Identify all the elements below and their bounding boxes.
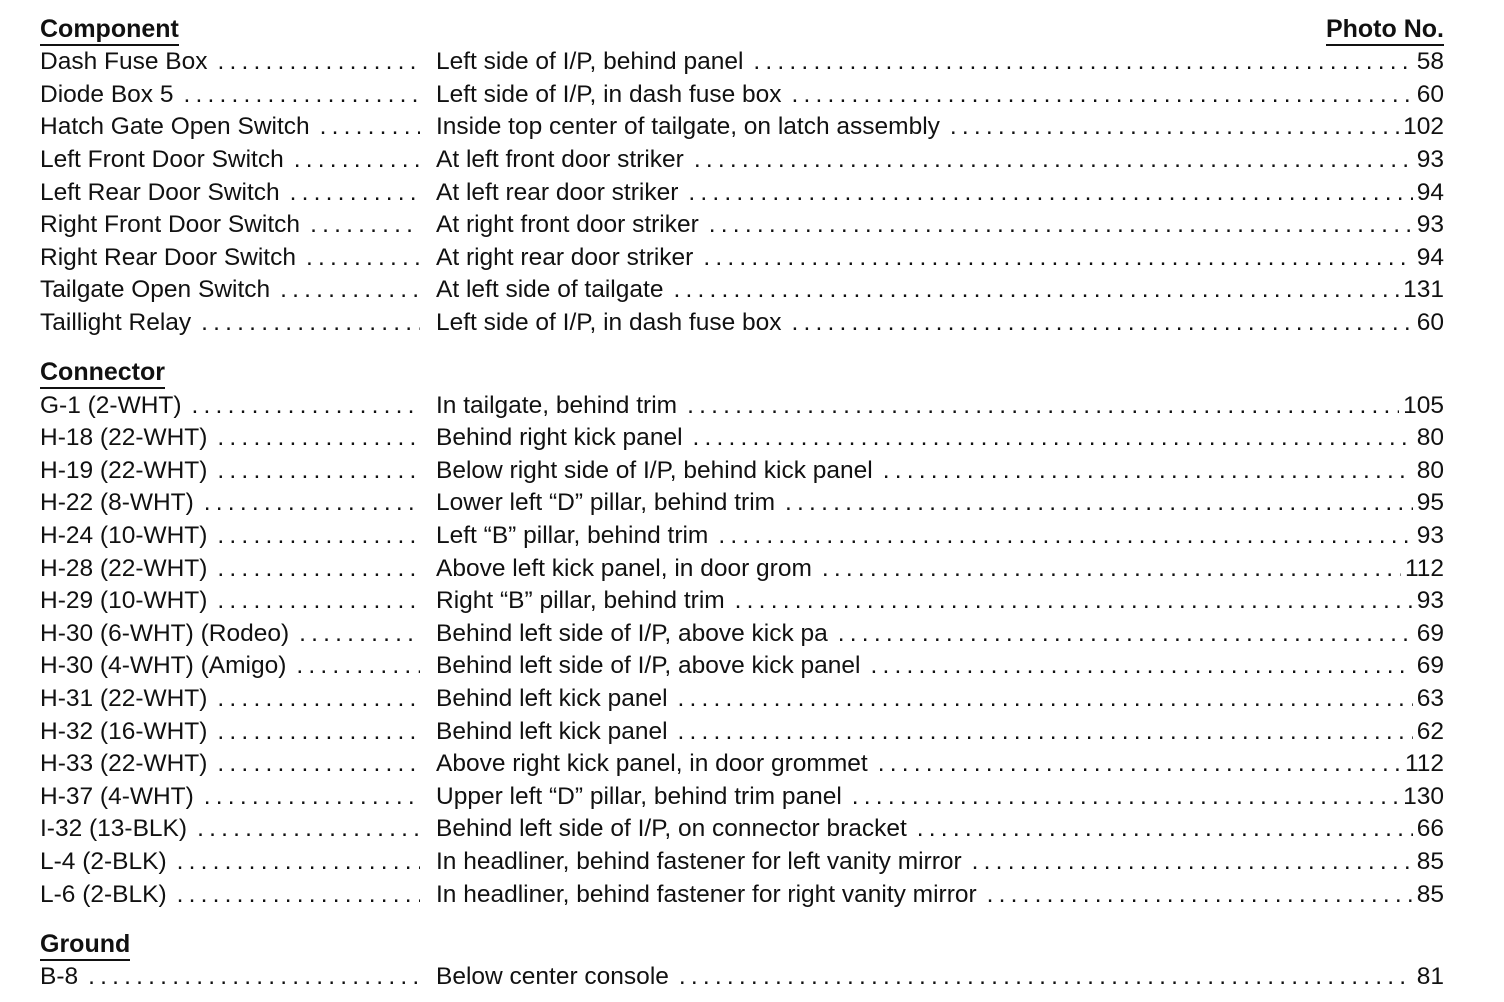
item-location: Behind left side of I/P, on connector bracket	[436, 815, 907, 843]
grounds-list	[40, 961, 1444, 994]
leader-dots	[217, 587, 420, 615]
photo-number: 80	[1416, 456, 1444, 484]
name-cell	[40, 881, 420, 909]
item-location: Below center console	[436, 963, 669, 991]
location-cell	[436, 848, 1444, 876]
leader-dots	[688, 179, 1412, 207]
leader-dots	[290, 179, 420, 207]
leader-dots	[197, 815, 420, 843]
photo-number: 112	[1404, 554, 1444, 582]
location-cell	[436, 620, 1444, 648]
components-list	[40, 46, 1444, 339]
connector-heading: Connector	[40, 358, 165, 389]
leader-dots	[883, 457, 1413, 485]
connector-row	[40, 618, 1444, 651]
location-cell	[436, 685, 1444, 713]
component-row	[40, 274, 1444, 307]
leader-dots	[718, 522, 1412, 550]
leader-dots	[709, 211, 1413, 239]
location-cell	[436, 179, 1444, 207]
connector-row	[40, 846, 1444, 879]
leader-dots	[306, 244, 420, 272]
item-name: L-4 (2-BLK)	[40, 847, 167, 875]
photo-number: 80	[1416, 424, 1444, 452]
connector-row	[40, 520, 1444, 553]
item-name: H-31 (22-WHT)	[40, 684, 208, 712]
item-location: At left front door striker	[436, 146, 684, 174]
connector-row	[40, 552, 1444, 585]
item-name: I-32 (13-BLK)	[40, 815, 188, 843]
leader-dots	[972, 848, 1413, 876]
component-row	[40, 79, 1444, 112]
item-location: Lower left “D” pillar, behind trim	[436, 489, 776, 517]
name-cell	[40, 555, 420, 583]
item-location: Above right kick panel, in door grommet	[436, 750, 868, 778]
photo-number: 130	[1403, 782, 1444, 810]
item-location: Left side of I/P, in dash fuse box	[436, 309, 782, 337]
item-name: H-32 (16-WHT)	[40, 717, 208, 745]
name-cell	[40, 146, 420, 174]
location-cell	[436, 113, 1444, 141]
photo-number: 93	[1416, 211, 1444, 239]
component-row	[40, 176, 1444, 209]
leader-dots	[792, 309, 1413, 337]
item-location: At right rear door striker	[436, 243, 694, 271]
leader-dots	[299, 620, 420, 648]
leader-dots	[88, 963, 420, 991]
component-row	[40, 209, 1444, 242]
location-cell	[436, 750, 1444, 778]
table-header	[40, 12, 1444, 46]
photo-number: 69	[1416, 619, 1444, 647]
item-location: Upper left “D” pillar, behind trim panel	[436, 782, 842, 810]
item-name: H-37 (4-WHT)	[40, 782, 194, 810]
connector-row	[40, 455, 1444, 488]
name-cell	[40, 48, 420, 76]
item-name: Left Rear Door Switch	[40, 178, 280, 206]
item-location: Left “B” pillar, behind trim	[436, 522, 709, 550]
connector-row	[40, 487, 1444, 520]
leader-dots	[217, 685, 420, 713]
photo-number: 93	[1416, 587, 1444, 615]
item-name: Right Front Door Switch	[40, 211, 301, 239]
item-location: Behind left side of I/P, above kick pa	[436, 619, 828, 647]
leader-dots	[703, 244, 1412, 272]
item-name: H-22 (8-WHT)	[40, 489, 194, 517]
item-name: Diode Box 5	[40, 80, 174, 108]
photo-number: 63	[1416, 684, 1444, 712]
name-cell	[40, 489, 420, 517]
photo-no-heading: Photo No.	[1326, 15, 1444, 46]
leader-dots	[204, 489, 420, 517]
component-location-table	[40, 12, 1444, 993]
name-cell	[40, 522, 420, 550]
leader-dots	[785, 489, 1413, 517]
leader-dots	[217, 750, 420, 778]
location-cell	[436, 881, 1444, 909]
location-cell	[436, 963, 1444, 991]
connectors-list	[40, 389, 1444, 911]
leader-dots	[217, 457, 420, 485]
item-location: Left side of I/P, in dash fuse box	[436, 80, 782, 108]
leader-dots	[217, 718, 420, 746]
location-cell	[436, 146, 1444, 174]
leader-dots	[753, 48, 1412, 76]
location-cell	[436, 587, 1444, 615]
item-name: H-33 (22-WHT)	[40, 750, 208, 778]
item-name: H-19 (22-WHT)	[40, 456, 208, 484]
leader-dots	[192, 392, 420, 420]
item-location: Above left kick panel, in door grom	[436, 554, 812, 582]
location-cell	[436, 392, 1444, 420]
photo-number: 85	[1416, 880, 1444, 908]
leader-dots	[217, 522, 420, 550]
leader-dots	[687, 392, 1399, 420]
item-location: Right “B” pillar, behind trim	[436, 587, 725, 615]
item-name: Hatch Gate Open Switch	[40, 113, 310, 141]
item-location: In headliner, behind fastener for right vanity mirror	[436, 880, 977, 908]
name-cell	[40, 750, 420, 778]
item-location: At right front door striker	[436, 211, 699, 239]
leader-dots	[183, 81, 420, 109]
component-row	[40, 144, 1444, 177]
location-cell	[436, 211, 1444, 239]
item-name: B-8	[40, 963, 79, 991]
leader-dots	[852, 783, 1399, 811]
ground-section-header	[40, 925, 1444, 961]
component-heading: Component	[40, 15, 179, 46]
name-cell	[40, 718, 420, 746]
location-cell	[436, 309, 1444, 337]
connector-row	[40, 878, 1444, 911]
component-row	[40, 111, 1444, 144]
photo-number: 62	[1416, 717, 1444, 745]
connector-row	[40, 683, 1444, 716]
photo-number: 93	[1416, 522, 1444, 550]
leader-dots	[693, 424, 1413, 452]
photo-number: 85	[1416, 847, 1444, 875]
item-name: Dash Fuse Box	[40, 48, 208, 76]
photo-number: 94	[1416, 178, 1444, 206]
leader-dots	[294, 146, 420, 174]
ground-row	[40, 961, 1444, 994]
photo-number: 66	[1416, 815, 1444, 843]
leader-dots	[678, 718, 1413, 746]
connector-row	[40, 813, 1444, 846]
item-location: In tailgate, behind trim	[436, 391, 678, 419]
leader-dots	[838, 620, 1413, 648]
leader-dots	[950, 113, 1399, 141]
item-name: Tailgate Open Switch	[40, 276, 271, 304]
name-cell	[40, 652, 420, 680]
name-cell	[40, 620, 420, 648]
name-cell	[40, 457, 420, 485]
leader-dots	[217, 424, 420, 452]
location-cell	[436, 652, 1444, 680]
leader-dots	[792, 81, 1413, 109]
item-location: At left side of tailgate	[436, 276, 664, 304]
leader-dots	[310, 211, 420, 239]
location-cell	[436, 276, 1444, 304]
photo-number: 105	[1403, 391, 1444, 419]
name-cell	[40, 309, 420, 337]
photo-number: 60	[1416, 80, 1444, 108]
location-cell	[436, 718, 1444, 746]
name-cell	[40, 211, 420, 239]
item-name: H-30 (4-WHT) (Amigo)	[40, 652, 287, 680]
item-location: Behind right kick panel	[436, 424, 683, 452]
photo-number: 102	[1403, 113, 1444, 141]
leader-dots	[217, 555, 420, 583]
item-name: H-18 (22-WHT)	[40, 424, 208, 452]
photo-number: 95	[1416, 489, 1444, 517]
location-cell	[436, 424, 1444, 452]
leader-dots	[917, 815, 1413, 843]
name-cell	[40, 424, 420, 452]
item-name: G-1 (2-WHT)	[40, 391, 182, 419]
leader-dots	[177, 881, 420, 909]
photo-number: 81	[1416, 963, 1444, 991]
leader-dots	[218, 48, 421, 76]
location-cell	[436, 522, 1444, 550]
leader-dots	[735, 587, 1413, 615]
leader-dots	[201, 309, 420, 337]
name-cell	[40, 587, 420, 615]
location-cell	[436, 815, 1444, 843]
name-cell	[40, 392, 420, 420]
item-location: At left rear door striker	[436, 178, 679, 206]
photo-number: 69	[1416, 652, 1444, 680]
name-cell	[40, 963, 420, 991]
leader-dots	[679, 963, 1413, 991]
name-cell	[40, 848, 420, 876]
photo-number: 112	[1404, 750, 1444, 778]
name-cell	[40, 81, 420, 109]
name-cell	[40, 276, 420, 304]
location-cell	[436, 81, 1444, 109]
item-name: H-28 (22-WHT)	[40, 554, 208, 582]
item-location: Behind left side of I/P, above kick panel	[436, 652, 861, 680]
connector-row	[40, 715, 1444, 748]
leader-dots	[204, 783, 420, 811]
location-cell	[436, 48, 1444, 76]
connector-section-header	[40, 353, 1444, 389]
leader-dots	[296, 652, 420, 680]
leader-dots	[694, 146, 1413, 174]
photo-number: 93	[1416, 146, 1444, 174]
item-name: Right Rear Door Switch	[40, 243, 296, 271]
location-cell	[436, 457, 1444, 485]
leader-dots	[673, 276, 1399, 304]
name-cell	[40, 685, 420, 713]
item-location: Behind left kick panel	[436, 684, 668, 712]
item-name: Left Front Door Switch	[40, 146, 284, 174]
name-cell	[40, 783, 420, 811]
photo-number: 60	[1416, 309, 1444, 337]
photo-number: 94	[1416, 243, 1444, 271]
name-cell	[40, 815, 420, 843]
ground-heading: Ground	[40, 930, 130, 961]
item-name: H-24 (10-WHT)	[40, 522, 208, 550]
leader-dots	[177, 848, 420, 876]
leader-dots	[987, 881, 1413, 909]
leader-dots	[320, 113, 420, 141]
component-row	[40, 307, 1444, 340]
leader-dots	[871, 652, 1413, 680]
location-cell	[436, 555, 1444, 583]
item-name: Taillight Relay	[40, 309, 192, 337]
connector-row	[40, 422, 1444, 455]
item-location: Below right side of I/P, behind kick panel	[436, 456, 873, 484]
leader-dots	[878, 750, 1401, 778]
item-location: Behind left kick panel	[436, 717, 668, 745]
name-cell	[40, 113, 420, 141]
name-cell	[40, 179, 420, 207]
location-cell	[436, 244, 1444, 272]
item-name: H-30 (6-WHT) (Rodeo)	[40, 619, 290, 647]
leader-dots	[678, 685, 1413, 713]
connector-row	[40, 585, 1444, 618]
item-location: In headliner, behind fastener for left vanity mirror	[436, 847, 962, 875]
leader-dots	[280, 276, 420, 304]
component-row	[40, 242, 1444, 275]
photo-number: 58	[1416, 48, 1444, 76]
name-cell	[40, 244, 420, 272]
item-name: L-6 (2-BLK)	[40, 880, 167, 908]
photo-number: 131	[1403, 276, 1444, 304]
item-location: Inside top center of tailgate, on latch assembly	[436, 113, 940, 141]
leader-dots	[822, 555, 1401, 583]
connector-row	[40, 780, 1444, 813]
connector-row	[40, 389, 1444, 422]
connector-row	[40, 748, 1444, 781]
component-row	[40, 46, 1444, 79]
location-cell	[436, 489, 1444, 517]
item-name: H-29 (10-WHT)	[40, 587, 208, 615]
location-cell	[436, 783, 1444, 811]
connector-row	[40, 650, 1444, 683]
item-location: Left side of I/P, behind panel	[436, 48, 744, 76]
